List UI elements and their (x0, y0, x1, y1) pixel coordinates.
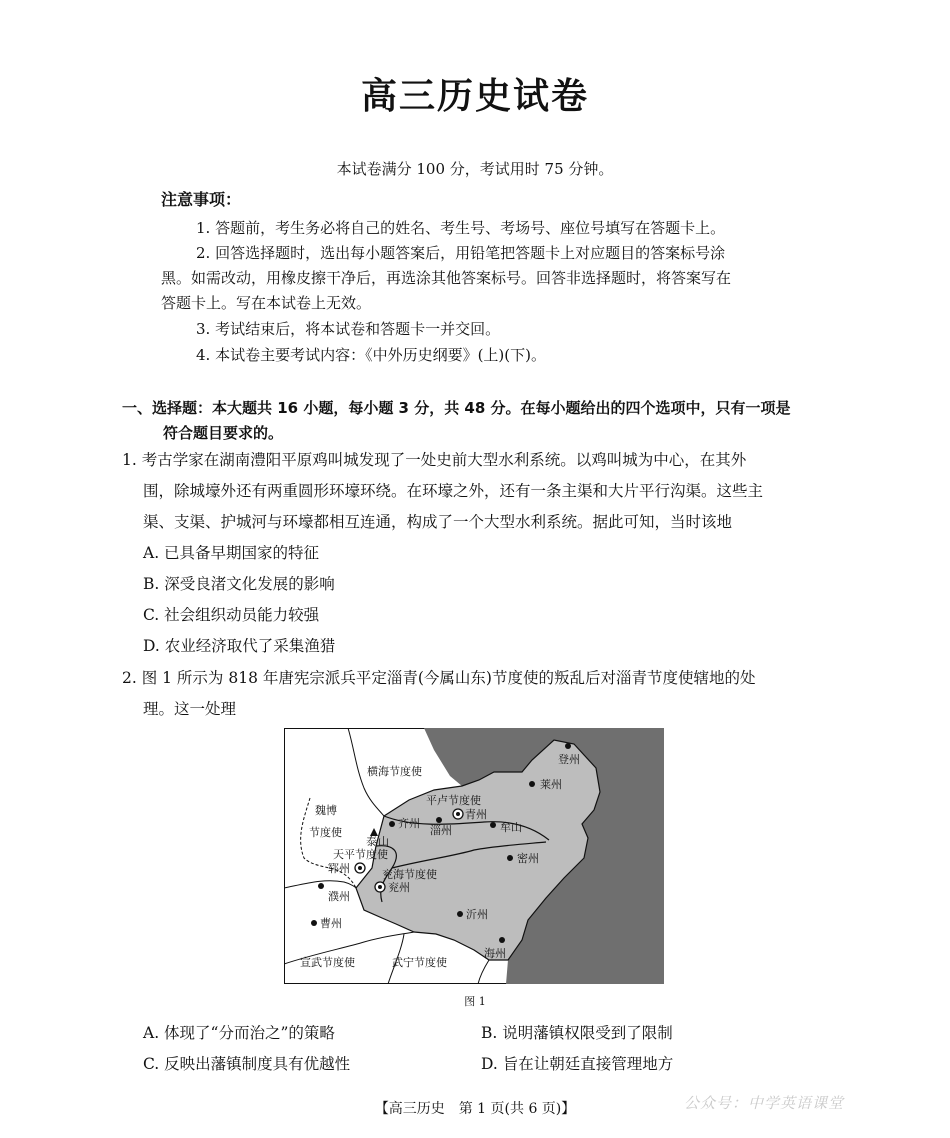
city-dot (436, 817, 442, 823)
city-label-caozhou: 曹州 (320, 917, 342, 930)
seat-marker (453, 809, 463, 819)
q1-option-a[interactable]: A. 已具备早期国家的特征 (143, 544, 320, 562)
city-label-yunzhou: 郓州 (328, 862, 350, 875)
region-label-pinglu: 平卢节度使 (426, 794, 481, 807)
city-label-moushan: 牟山 (500, 821, 522, 834)
city-label-yizhou: 沂州 (466, 908, 488, 921)
watermark: 公众号：中学英语课堂 (684, 1094, 845, 1112)
city-label-yanzhou: 兖州 (388, 881, 410, 894)
region-label-tianping: 天平节度使 (333, 848, 388, 861)
mountain-label-taishan: 山 (378, 835, 389, 848)
region-label-yanhai: 兖海节度使 (382, 868, 437, 881)
mountain-label-taishan: 泰 (366, 835, 377, 848)
exam-info: 本试卷满分 100 分，考试用时 75 分钟。 (336, 160, 614, 178)
city-label-qizhou: 齐州 (398, 817, 420, 830)
figure-caption: 图 1 (464, 995, 486, 1008)
notice-line: 4. 本试卷主要考试内容：《中外历史纲要》(上)(下)。 (196, 346, 546, 364)
city-dot (565, 743, 571, 749)
region-label-wuning: 武宁节度使 (392, 956, 447, 969)
figure-1-map (284, 728, 664, 984)
q2-option-a[interactable]: A. 体现了“分而治之”的策略 (143, 1024, 335, 1042)
region-label-xuanwu: 宣武节度使 (300, 956, 355, 969)
city-label-haizhou: 海州 (484, 947, 506, 960)
question-1-stem: 围，除城壕外还有两重圆形环壕环绕。在环壕之外，还有一条主渠和大片平行沟渠。这些主 (143, 482, 764, 500)
region-label-henghai: 横海节度使 (367, 765, 422, 778)
question-2-stem: 2. 图 1 所示为 818 年唐宪宗派兵平定淄青(今属山东)节度使的叛乱后对淄青节度使辖地的处 (122, 669, 756, 687)
city-dot (457, 911, 463, 917)
region-label-weibo: 魏博 (315, 804, 337, 817)
city-label-puzhou: 濮州 (328, 890, 350, 903)
city-dot (499, 937, 505, 943)
q1-option-c[interactable]: C. 社会组织动员能力较强 (143, 606, 320, 624)
notice-heading: 注意事项： (161, 190, 242, 209)
q1-option-b[interactable]: B. 深受良渚文化发展的影响 (143, 575, 335, 593)
section-heading: 一、选择题：本大题共 16 小题，每小题 3 分，共 48 分。在每小题给出的四个选项中，只有一项是 (122, 399, 791, 417)
q2-option-d[interactable]: D. 旨在让朝廷直接管理地方 (481, 1055, 674, 1073)
city-dot (311, 920, 317, 926)
city-label-qingzhou: 青州 (465, 808, 487, 821)
region-label-weibo: 节度使 (309, 826, 342, 839)
q2-option-c[interactable]: C. 反映出藩镇制度具有优越性 (143, 1055, 351, 1073)
city-label-zizhou: 淄州 (430, 824, 452, 837)
city-label-dengzhou: 登州 (558, 753, 580, 766)
page-footer: 【高三历史 第 1 页(共 6 页)】 (374, 1101, 576, 1117)
city-label-laizhou: 莱州 (540, 778, 562, 791)
question-1-stem: 渠、支渠、护城河与环壕都相互连通，构成了一个大型水利系统。据此可知，当时该地 (143, 513, 733, 531)
city-dot (389, 821, 395, 827)
question-1-stem: 1. 考古学家在湖南澧阳平原鸡叫城发现了一处史前大型水利系统。以鸡叫城为中心，在其外 (122, 451, 747, 469)
exam-title: 高三历史试卷 (360, 76, 589, 117)
seat-marker (375, 882, 385, 892)
city-label-mizhou: 密州 (517, 852, 539, 865)
notice-line: 1. 答题前，考生务必将自己的姓名、考生号、考场号、座位号填写在答题卡上。 (196, 219, 726, 237)
notice-line: 答题卡上。写在本试卷上无效。 (161, 294, 372, 312)
notice-line: 3. 考试结束后，将本试卷和答题卡一并交回。 (196, 320, 501, 338)
notice-line: 2. 回答选择题时，选出每小题答案后，用铅笔把答题卡上对应题目的答案标号涂 (196, 244, 726, 262)
city-dot (318, 883, 324, 889)
notice-line: 黑。如需改动，用橡皮擦干净后，再选涂其他答案标号。回答非选择题时，将答案写在 (161, 269, 732, 287)
section-heading-cont: 符合题目要求的。 (163, 424, 284, 442)
q1-option-d[interactable]: D. 农业经济取代了采集渔猎 (143, 637, 336, 655)
city-dot (507, 855, 513, 861)
city-dot (529, 781, 535, 787)
question-2-stem: 理。这一处理 (143, 700, 237, 718)
city-dot (490, 822, 496, 828)
seat-marker (355, 863, 365, 873)
q2-option-b[interactable]: B. 说明藩镇权限受到了限制 (481, 1024, 673, 1042)
